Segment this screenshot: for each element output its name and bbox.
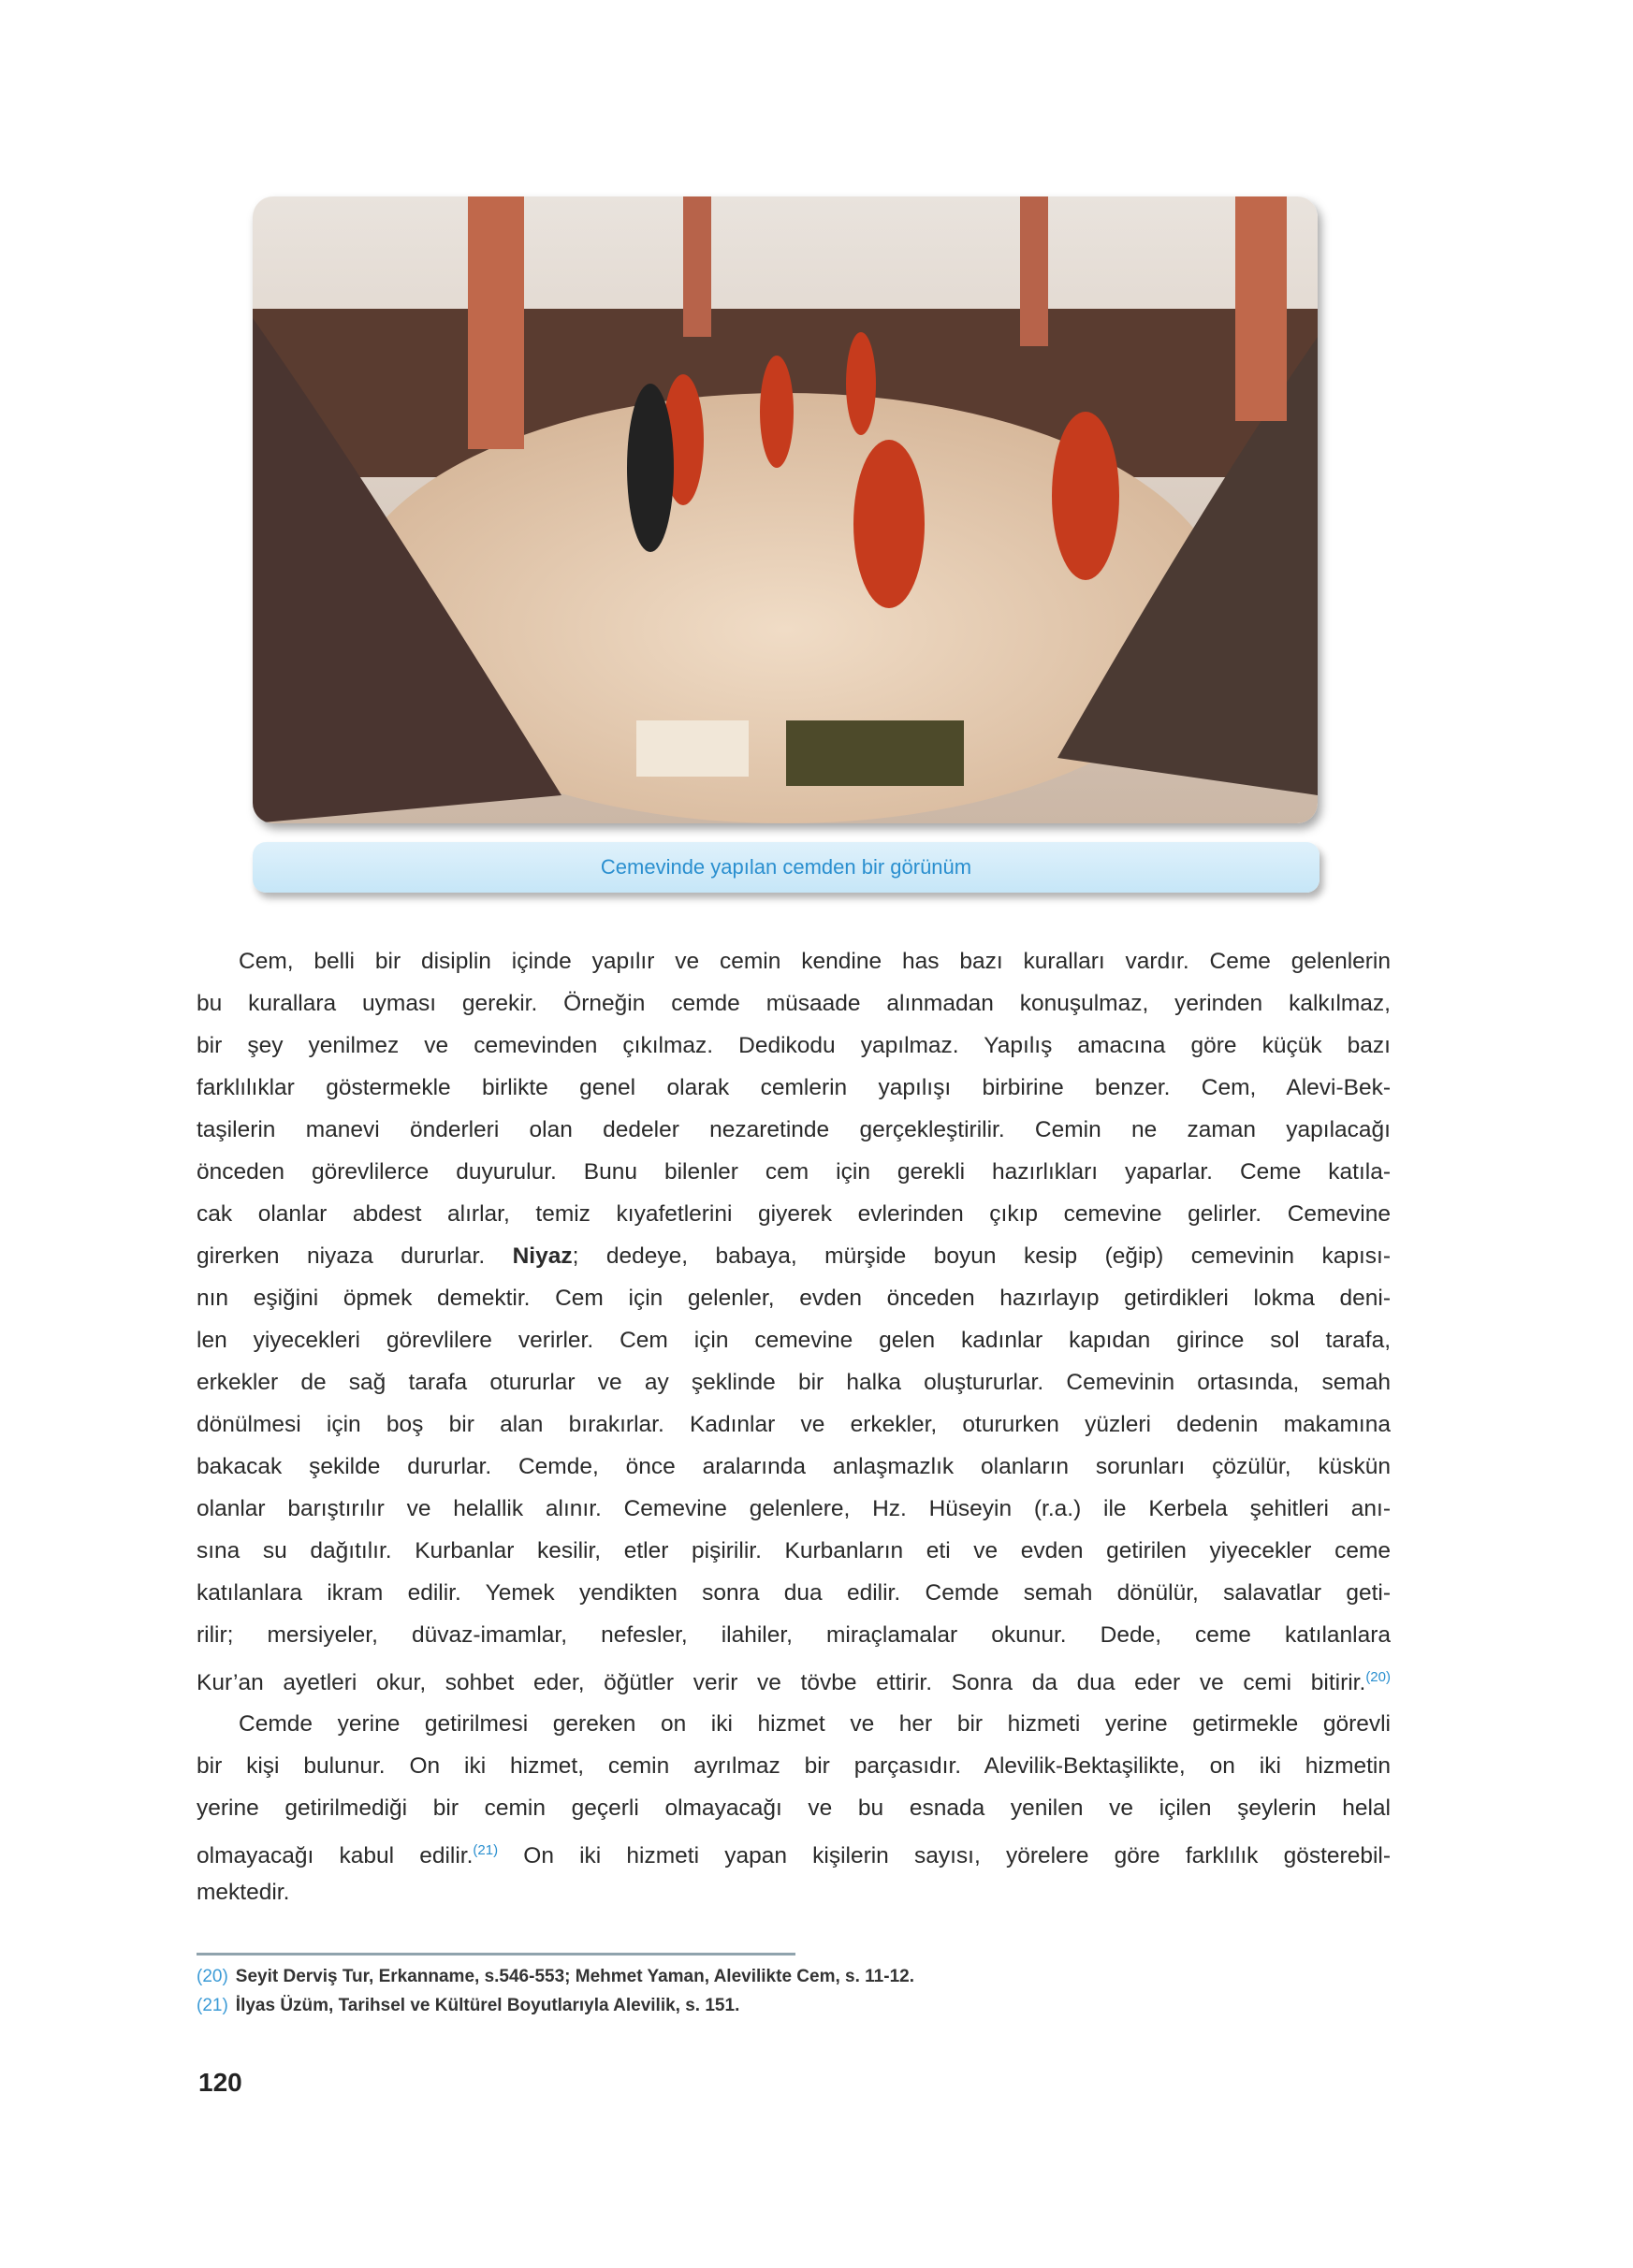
text-line: bu kurallara uyması gerekir. Örneğin cemde müsaade alınmadan konuşulmaz, yerinden kalkılmaz,: [197, 991, 1391, 1016]
text-line: cak olanlar abdest alırlar, temiz kıyafetlerini giyerek evlerinden çıkıp cemevine gelirler. Cemevine: [197, 1201, 1391, 1227]
text-span: On iki hizmeti yapan kişilerin sayısı, yörelere göre farklılık gösterebil-: [498, 1843, 1391, 1869]
text-line: [197, 1235, 1391, 1277]
text-line: dönülmesi için boş bir alan bırakırlar. Kadınlar ve erkekler, otururken yüzleri dedenin makamına: [197, 1412, 1391, 1437]
text-span: girerken niyaza dururlar.: [197, 1243, 486, 1269]
text-line: sına su dağıtılır. Kurbanlar kesilir, etler pişirilir. Kurbanların eti ve evden getirilen yiyecekler ceme: [197, 1538, 1391, 1563]
text-line: önceden görevlilerce duyurulur. Bunu bilenler cem için gerekli hazırlıkları yaparlar. Ceme katıla-: [197, 1159, 1391, 1185]
text-line: bakacak şekilde dururlar. Cemde, önce aralarında anlaşmazlık olanların sorunları çözülür, küskün: [197, 1454, 1391, 1479]
text-line: Cemde yerine getirilmesi gereken on iki hizmet ve her bir hizmeti yerine getirmekle görevli: [239, 1711, 1391, 1737]
footnote-text: Seyit Derviş Tur, Erkanname, s.546-553; Mehmet Yaman, Alevilikte Cem, s. 11-12.: [235, 1967, 914, 1986]
bold-term: Niyaz: [512, 1243, 573, 1269]
footnote-text: İlyas Üzüm, Tarihsel ve Kültürel Boyutlarıyla Alevilik, s. 151.: [235, 1996, 740, 2015]
footnote-ref-20[interactable]: (20): [1365, 1669, 1391, 1685]
text-line: len yiyecekleri görevlilere verirler. Cem için cemevine gelen kadınlar kapıdan girince sol tarafa,: [197, 1328, 1391, 1353]
footnote-divider: [197, 1953, 795, 1955]
paragraph-2: [197, 1703, 1391, 1913]
footnote-21: [197, 1996, 739, 2016]
cemevi-photo: [253, 196, 1318, 823]
text-span: ; dedeye, babaya, mürşide boyun kesip (eğip) cemevinin kapısı-: [572, 1243, 1392, 1269]
footnote-number: (21): [197, 1996, 228, 2015]
footnote-ref-21[interactable]: (21): [473, 1842, 499, 1858]
photo-caption: Cemevinde yapılan cemden bir görünüm: [253, 842, 1320, 893]
text-line: nın eşiğini öpmek demektir. Cem için gelenler, evden önceden hazırlayıp getirdikleri lokma deni-: [197, 1286, 1391, 1311]
text-line: bir şey yenilmez ve cemevinden çıkılmaz. Dedikodu yapılmaz. Yapılış amacına göre küçük bazı: [197, 1033, 1391, 1058]
text-line: katılanlara ikram edilir. Yemek yendikten sonra dua edilir. Cemde semah dönülür, salavatlar geti-: [197, 1580, 1391, 1606]
text-span: olmayacağı kabul edilir.: [197, 1843, 474, 1869]
text-line: Cem, belli bir disiplin içinde yapılır ve cemin kendine has bazı kuralları vardır. Ceme gelenlerin: [239, 949, 1391, 974]
footnote-number: (20): [197, 1967, 228, 1986]
text-line: [197, 1656, 1391, 1698]
text-line: erkekler de sağ tarafa otururlar ve ay şeklinde bir halka oluştururlar. Cemevinin ortasında, semah: [197, 1370, 1391, 1395]
text-line: farklılıklar göstermekle birlikte genel olarak cemlerin yapılışı birbirine benzer. Cem, Alevi-Bek-: [197, 1075, 1391, 1100]
footnote-20: [197, 1967, 914, 1987]
text-span: Kur’an ayetleri okur, sohbet eder, öğütler verir ve tövbe ettirir. Sonra da dua eder ve cemi bitirir.: [197, 1670, 1366, 1696]
text-line: mektedir.: [197, 1880, 290, 1905]
text-line: yerine getirilmediği bir cemin geçerli olmayacağı ve bu esnada yenilen ve içilen şeylerin helal: [197, 1796, 1391, 1821]
text-line: olanlar barıştırılır ve helallik alınır. Cemevine gelenlere, Hz. Hüseyin (r.a.) ile Kerbela şehitleri anı-: [197, 1496, 1391, 1521]
text-line: bir kişi bulunur. On iki hizmet, cemin ayrılmaz bir parçasıdır. Alevilik-Bektaşilikte, on iki hizmetin: [197, 1753, 1391, 1779]
paragraph-1: [197, 940, 1391, 1698]
text-line: [197, 1829, 1391, 1871]
page-number: 120: [198, 2068, 242, 2097]
text-line: taşilerin manevi önderleri olan dedeler nezaretinde gerçekleştirilir. Cemin ne zaman yapılacağı: [197, 1117, 1391, 1142]
text-line: rilir; mersiyeler, düvaz-imamlar, nefesler, ilahiler, miraçlamalar okunur. Dede, ceme katılanlara: [197, 1622, 1391, 1648]
